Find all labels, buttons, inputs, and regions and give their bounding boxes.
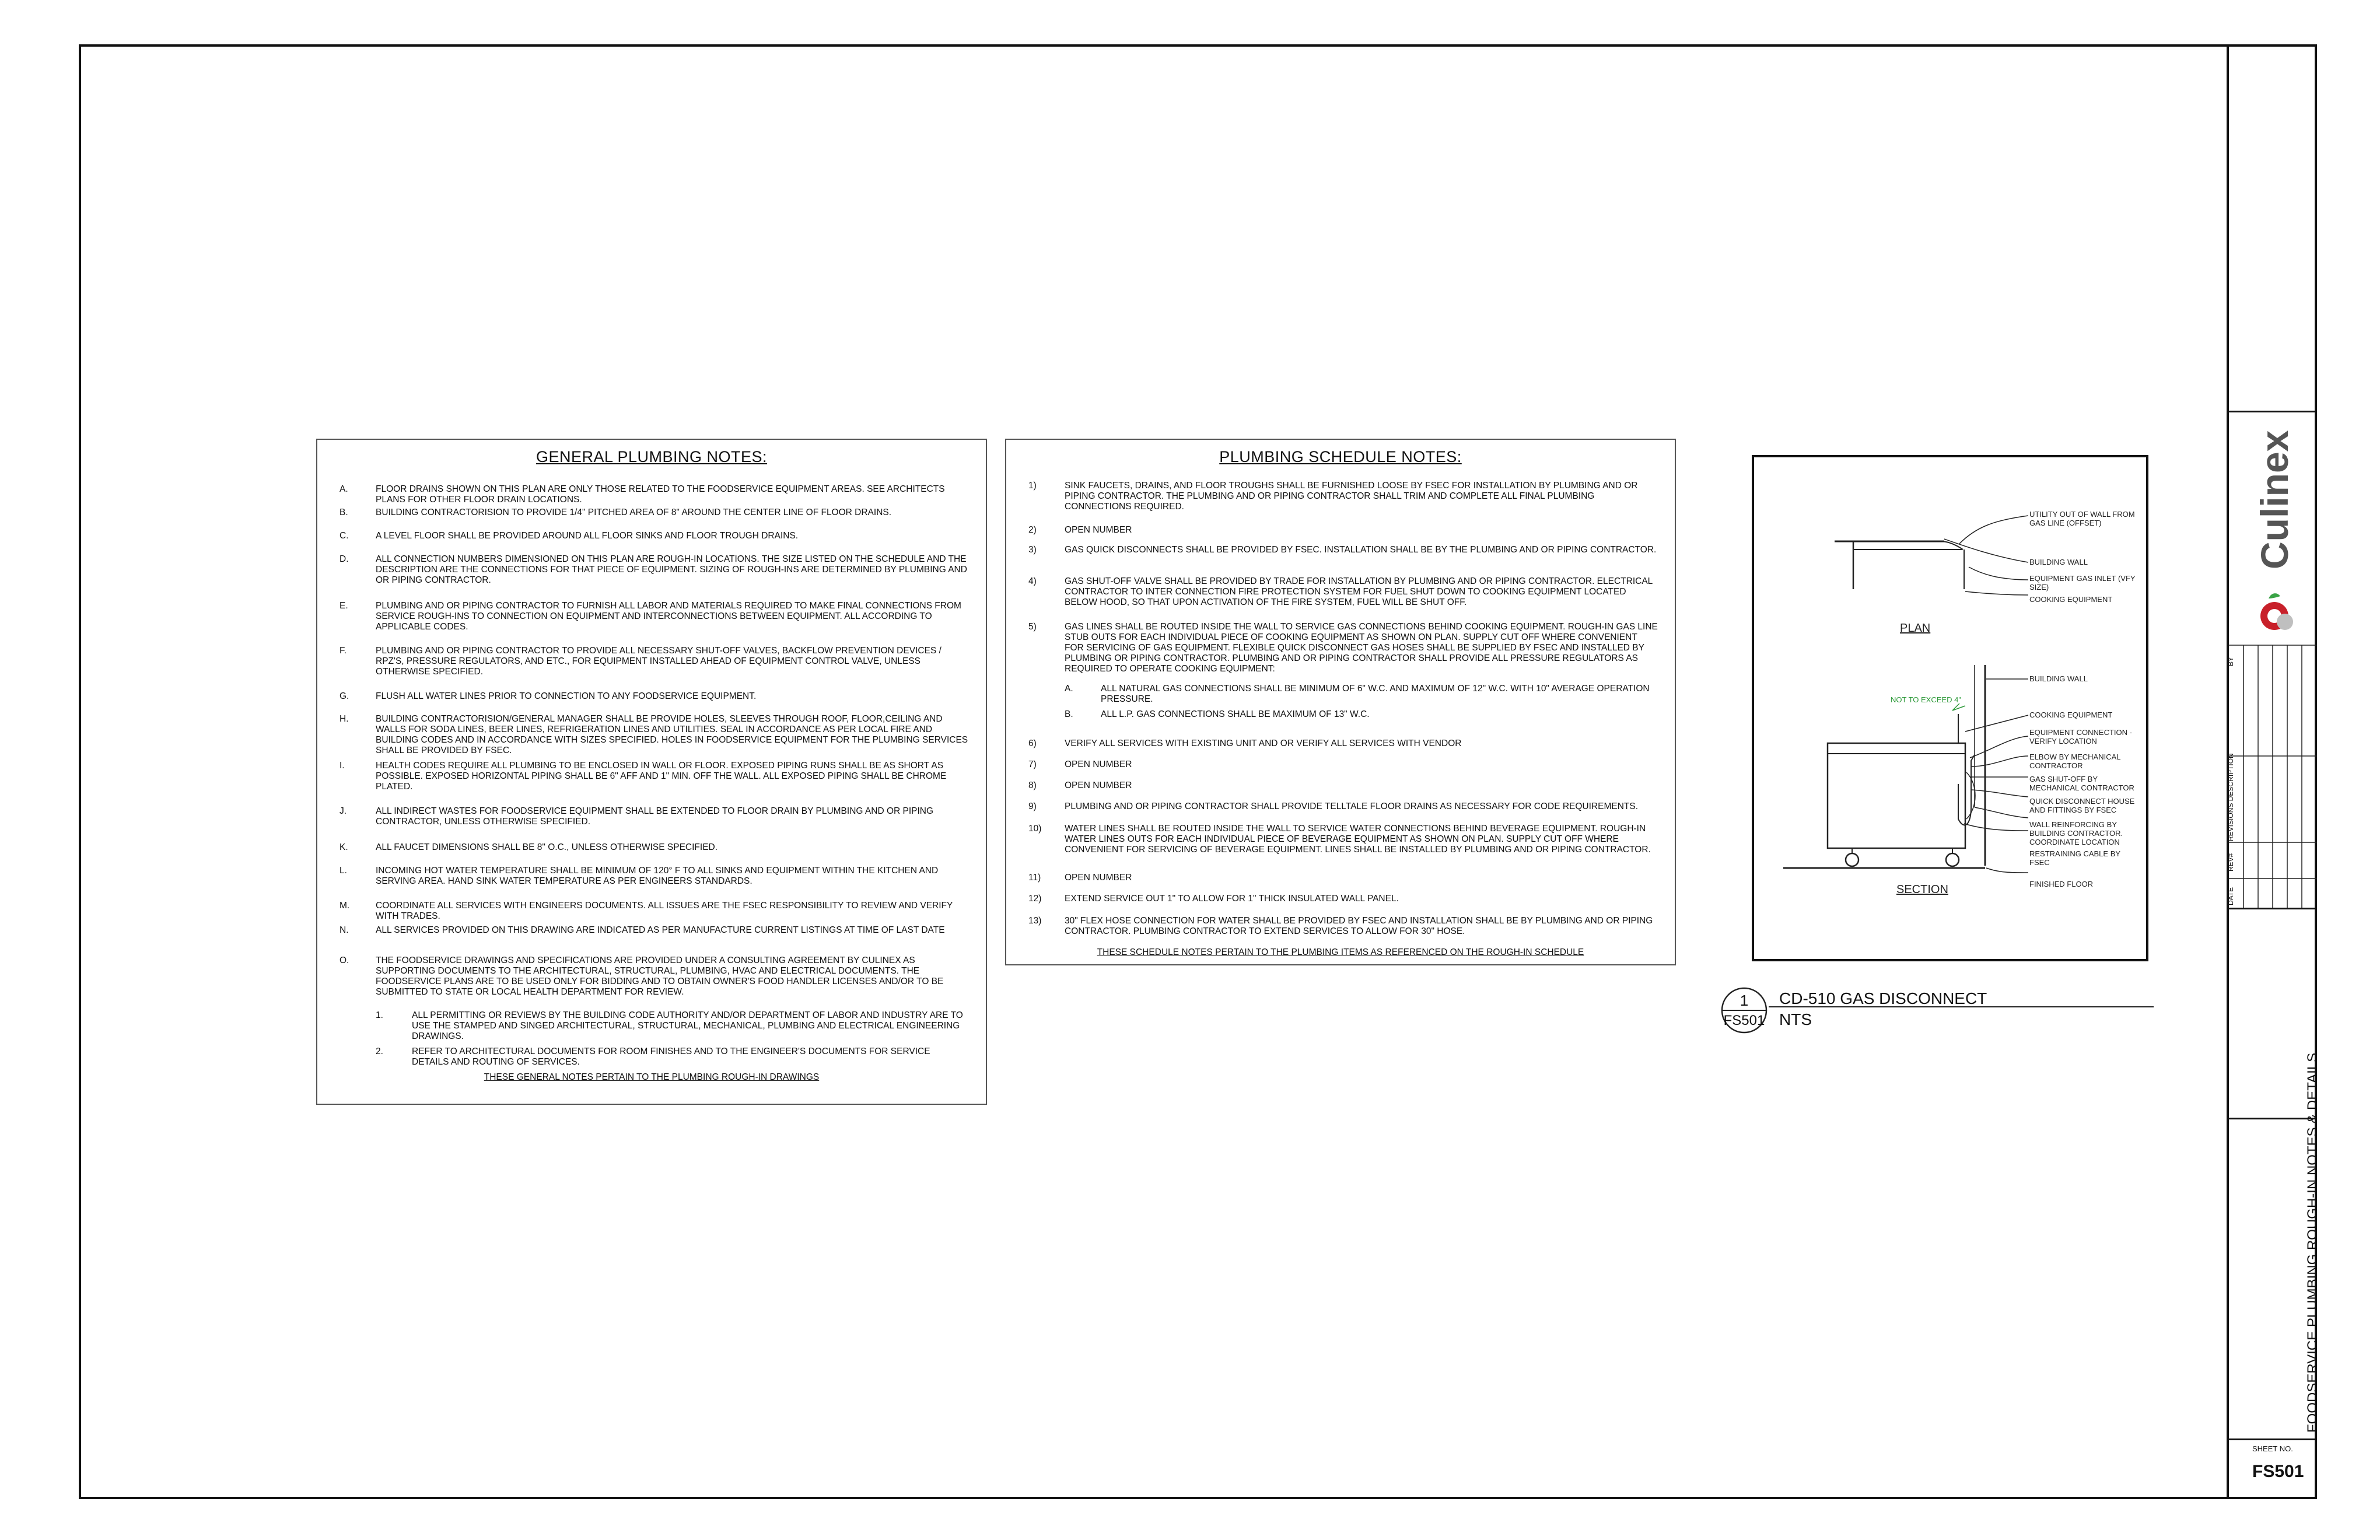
rev-header-by: BY: [2227, 656, 2235, 666]
plan-label-gas-inlet: EQUIPMENT GAS INLET (VFY SIZE): [2029, 574, 2136, 592]
callout-sheet: FS501: [1723, 1013, 1765, 1028]
note-mark: B.: [340, 508, 348, 517]
note-mark: H.: [340, 714, 349, 724]
note-mark: 4): [1028, 576, 1037, 586]
note-text: SINK FAUCETS, DRAINS, AND FLOOR TROUGHS SHALL BE FURNISHED LOOSE BY FSEC FOR INSTALLATION BY PLUMBING AND OR PIPING CONTRACTOR. THE PLUMBING AND OR PIPING CONTRACTOR SHALL TRIM AND COMPLETE ALL FINAL PLUMBING CONNECTIONS REQUIRED.: [1065, 481, 1638, 512]
note-text: GAS LINES SHALL BE ROUTED INSIDE THE WALL TO SERVICE GAS CONNECTIONS BEHIND COOKING EQUIPMENT. ROUGH-IN GAS LINE STUB OUTS FOR EACH INDIVIDUAL PIECE OF COOKING EQUIPMENT AS SHOWN ON PLAN. SUPPLY CUT OFF WHERE CONVENIENT FOR SERVICING OF GAS EQUIPMENT. FLEXIBLE QUICK DISCONNECT GAS HOSES SHALL BE SUPPLIED BY FSEC AND INSTALLED BY PLUMBING OR PIPING CONTRACTOR. PLUMBING AND OR PIPING CONTRACTOR SHALL PROVIDE ALL PRESSURE REGULATORS AS REQUIRED TO OPERATE COOKING EQUIPMENT:: [1065, 622, 1658, 674]
note-mark: F.: [340, 646, 347, 656]
plan-gas-line: [1941, 541, 1963, 550]
note-mark: B.: [1065, 709, 1073, 719]
note-mark: 10): [1028, 824, 1042, 834]
callout-title: CD-510 GAS DISCONNECT: [1779, 989, 1987, 1007]
rev-header-rev: REV#: [2227, 853, 2235, 872]
note-text: EXTEND SERVICE OUT 1" TO ALLOW FOR 1" THICK INSULATED WALL PANEL.: [1065, 894, 1399, 904]
note-text: FLOOR DRAINS SHOWN ON THIS PLAN ARE ONLY THOSE RELATED TO THE FOODSERVICE EQUIPMENT AREAS. SEE ARCHITECTS PLANS FOR OTHER FLOOR DRAIN LOCATIONS.: [376, 484, 945, 505]
note-mark: I.: [340, 761, 345, 771]
section-label-wall-reinforcing: WALL REINFORCING BY BUILDING CONTRACTOR. COORDINATE LOCATION: [2029, 820, 2123, 846]
note-mark: 1.: [376, 1010, 383, 1020]
logo-text: Culinex: [2253, 430, 2296, 569]
note-text: PLUMBING AND OR PIPING CONTRACTOR SHALL PROVIDE TELLTALE FLOOR DRAINS AS NECESSARY FOR CODE REQUIREMENTS.: [1065, 802, 1639, 811]
note-mark: 6): [1028, 738, 1037, 748]
note-mark: N.: [340, 925, 349, 935]
note-mark: K.: [340, 842, 348, 852]
title-block: [2227, 44, 2320, 1499]
section-title: SECTION: [1896, 883, 1948, 896]
note-text: HEALTH CODES REQUIRE ALL PLUMBING TO BE ENCLOSED IN WALL OR FLOOR. EXPOSED PIPING RUNS SHALL BE AS SHORT AS POSSIBLE. EXPOSED HORIZONTAL PIPING SHALL BE 6" AFF AND 1" MIN. OFF THE WALL. ALL EXPOSED PIPING SHALL BE CHROME PLATED.: [376, 761, 947, 792]
note-text: VERIFY ALL SERVICES WITH EXISTING UNIT AND OR VERIFY ALL SERVICES WITH VENDOR: [1065, 738, 1462, 748]
section-label-finished-floor: FINISHED FLOOR: [2029, 880, 2094, 888]
plan-title: PLAN: [1900, 622, 1931, 635]
note-text: A LEVEL FLOOR SHALL BE PROVIDED AROUND ALL FLOOR SINKS AND FLOOR TROUGH DRAINS.: [376, 531, 799, 541]
note-text: BUILDING CONTRACTORISION TO PROVIDE 1/4" PITCHED AREA OF 8" AROUND THE CENTER LINE OF FLOOR DRAINS.: [376, 508, 892, 517]
detail-callout: [1715, 987, 2158, 1034]
note-text: OPEN NUMBER: [1065, 780, 1132, 790]
section-label-restraining-cable: RESTRAINING CABLE BY FSEC: [2029, 849, 2120, 867]
note-mark: O.: [340, 956, 349, 965]
note-mark: 13): [1028, 916, 1042, 926]
note-text: GAS SHUT-OFF VALVE SHALL BE PROVIDED BY TRADE FOR INSTALLATION BY PLUMBING AND OR PIPING CONTRACTOR. ELECTRICAL CONTRACTOR TO INTER CONNECTION FIRE PROTECTION SYSTEM FOR FUEL SHUT DOWN TO COOKING EQUIPMENT LOCATED BELOW HOOD, SO THAT UPON ACTIVATION OF THE FIRE SYSTEM, FUEL WILL BE SHUT OFF.: [1065, 576, 1653, 607]
note-mark: J.: [340, 806, 347, 816]
note-mark: 11): [1028, 873, 1041, 883]
note-text: INCOMING HOT WATER TEMPERATURE SHALL BE MINIMUM OF 120° F TO ALL SINKS AND EQUIPMENT WITHIN THE KITCHEN AND SERVING AREA. HAND SINK WATER TEMPERATURE AS PER ENGINEERS STANDARDS.: [376, 866, 939, 886]
plan-label-cooking-equipment: COOKING EQUIPMENT: [2029, 595, 2113, 604]
note-mark: 3): [1028, 545, 1037, 555]
plan-label-building-wall: BUILDING WALL: [2029, 558, 2088, 566]
general-notes-title: GENERAL PLUMBING NOTES:: [536, 448, 768, 466]
note-text: OPEN NUMBER: [1065, 873, 1132, 883]
note-mark: C.: [340, 531, 349, 541]
note-mark: 12): [1028, 894, 1042, 904]
note-mark: 2.: [376, 1046, 383, 1056]
note-text: BUILDING CONTRACTORISION/GENERAL MANAGER SHALL BE PROVIDE HOLES, SLEEVES THROUGH ROOF, FLOOR,CEILING AND WALLS FOR SODA LINES, BEER LINES, REFRIGERATION LINES AND UTILITIES. SEAL IN ACCORDANCE AS PER LOCAL FIRE AND BUILDING CODES AND IN ACCORDANCE WITH SIZES SPECIFIED. HOLES IN FOODSERVICE EQUIPMENT FOR THE PLUMBING SERVICES SHALL BE PROVIDED BY FSEC.: [376, 714, 968, 755]
note-text: 30" FLEX HOSE CONNECTION FOR WATER SHALL BE PROVIDED BY FSEC AND INSTALLATION SHALL BE BY PLUMBING AND OR PIPING CONTRACTOR. PLUMBING CONTRACTOR TO EXTEND SERVICES TO ALLOW FOR 30" HOSE.: [1065, 916, 1653, 936]
note-text: FLUSH ALL WATER LINES PRIOR TO CONNECTION TO ANY FOODSERVICE EQUIPMENT.: [376, 691, 757, 701]
note-text: ALL SERVICES PROVIDED ON THIS DRAWING ARE INDICATED AS PER MANUFACTURE CURRENT LISTINGS AT TIME OF LAST DATE: [376, 925, 945, 935]
note-mark: 8): [1028, 780, 1037, 790]
sheet-title: FOODSERVICE PLUMBING ROUGH-IN NOTES & DETAILS: [2305, 1052, 2320, 1433]
section-cooking-equipment: [1828, 743, 1965, 848]
note-text: OPEN NUMBER: [1065, 760, 1132, 769]
note-mark: G.: [340, 691, 349, 701]
note-mark: D.: [340, 554, 349, 564]
schedule-notes-panel: [1005, 439, 1676, 965]
note-text: ALL INDIRECT WASTES FOR FOODSERVICE EQUIPMENT SHALL BE EXTENDED TO FLOOR DRAIN BY PLUMBING AND OR PIPING CONTRACTOR, UNLESS OTHERWISE SPECIFIED.: [376, 806, 934, 827]
note-text: GAS QUICK DISCONNECTS SHALL BE PROVIDED BY FSEC. INSTALLATION SHALL BE BY THE PLUMBING AND OR PIPING CONTRACTOR.: [1065, 545, 1657, 555]
callout-number: 1: [1740, 992, 1749, 1009]
gas-disconnect-detail: [1752, 455, 2148, 961]
note-text: ALL PERMITTING OR REVIEWS BY THE BUILDING CODE AUTHORITY AND/OR DEPARTMENT OF LABOR AND INDUSTRY ARE TO USE THE STAMPED AND SINGED ARCHITECTURAL, STRUCTURAL, MECHANICAL, PLUMBING AND ELECTRICAL ENGINEERING DRAWINGS.: [412, 1010, 963, 1041]
rev-header-description: REVISIONS DESCRIPTION: [2227, 753, 2235, 841]
note-text: COORDINATE ALL SERVICES WITH ENGINEERS DOCUMENTS. ALL ISSUES ARE THE FSEC RESPONSIBILITY TO REVIEW AND VERIFY WITH TRADES.: [376, 901, 953, 921]
general-notes-panel: [316, 439, 987, 1105]
sheet-no: FS501: [2252, 1462, 2304, 1481]
section-label-not-exceed: NOT TO EXCEED 4": [1891, 695, 1961, 704]
note-mark: E.: [340, 601, 348, 611]
note-text: PLUMBING AND OR PIPING CONTRACTOR TO PROVIDE ALL NECESSARY SHUT-OFF VALVES, BACKFLOW PREVENTION DEVICES / RPZ'S, PRESSURE REGULATORS, AND ETC., FOR EQUIPMENT INSTALLED AHEAD OF EQUIPMENT CONTROL VALVE, UNLESS OTHERWISE SPECIFIED.: [376, 646, 942, 677]
note-text: REFER TO ARCHITECTURAL DOCUMENTS FOR ROOM FINISHES AND TO THE ENGINEER'S DOCUMENTS FOR SERVICE DETAILS AND ROUTING OF SERVICES.: [412, 1046, 930, 1067]
callout-scale: NTS: [1779, 1010, 1812, 1028]
note-mark: A.: [1065, 684, 1073, 694]
section-label-shut-off: GAS SHUT-OFF BY MECHANICAL CONTRACTOR: [2029, 775, 2134, 792]
note-mark: M.: [340, 901, 350, 911]
note-text: ALL L.P. GAS CONNECTIONS SHALL BE MAXIMUM OF 13" W.C.: [1101, 709, 1370, 719]
schedule-notes-title: PLUMBING SCHEDULE NOTES:: [1219, 448, 1462, 466]
plan-label-utility: UTILITY OUT OF WALL FROM GAS LINE (OFFSET): [2029, 510, 2135, 527]
note-text: THE FOODSERVICE DRAWINGS AND SPECIFICATIONS ARE PROVIDED UNDER A CONSULTING AGREEMENT BY CULINEX AS SUPPORTING DOCUMENTS TO THE ARCHITECTURAL, STRUCTURAL, PLUMBING, HVAC AND ELECTRICAL DOCUMENTS. THE FOODSERVICE PLANS ARE TO BE USED ONLY FOR BIDDING AND TO OBTAIN OWNER'S FOOD HANDLER LICENSES AND/OR TO BE SUBMITTED TO STATE OR LOCAL HEALTH DEPARTMENT FOR REVIEW.: [376, 956, 944, 997]
section-label-building-wall: BUILDING WALL: [2029, 674, 2088, 683]
note-mark: A.: [340, 484, 348, 494]
section-label-equipment-connection: EQUIPMENT CONNECTION - VERIFY LOCATION: [2029, 728, 2132, 746]
note-text: OPEN NUMBER: [1065, 525, 1132, 535]
note-text: ALL NATURAL GAS CONNECTIONS SHALL BE MINIMUM OF 6" W.C. AND MAXIMUM OF 12" W.C. WITH 10" AVERAGE OPERATION PRESSURE.: [1101, 684, 1650, 704]
note-mark: 9): [1028, 802, 1037, 811]
note-mark: 1): [1028, 481, 1037, 491]
section-label-elbow: ELBOW BY MECHANICAL CONTRACTOR: [2029, 752, 2121, 770]
note-text: ALL FAUCET DIMENSIONS SHALL BE 8" O.C., UNLESS OTHERWISE SPECIFIED.: [376, 842, 718, 852]
note-mark: 5): [1028, 622, 1037, 632]
general-notes-footer: THESE GENERAL NOTES PERTAIN TO THE PLUMBING ROUGH-IN DRAWINGS: [484, 1072, 820, 1082]
revisions-table: [2229, 411, 2317, 908]
rev-header-date: DATE: [2227, 887, 2235, 905]
note-text: WATER LINES SHALL BE ROUTED INSIDE THE WALL TO SERVICE WATER CONNECTIONS BEHIND BEVERAGE EQUIPMENT. ROUGH-IN WATER LINES OUTS FOR EACH INDIVIDUAL PIECE OF BEVERAGE EQUIPMENT AS SHOWN ON PLAN. SUPPLY CUT OFF WHERE CONVENIENT FOR SERVICING OF BEVERAGE EQUIPMENT. LINES SHALL BE INSTALLED BY PLUMBING AND OR PIPING CONTRACTOR.: [1065, 824, 1651, 855]
note-mark: L.: [340, 866, 347, 876]
section-label-quick-disconnect: QUICK DISCONNECT HOUSE AND FITTINGS BY FSEC: [2029, 797, 2135, 814]
schedule-notes-footer: THESE SCHEDULE NOTES PERTAIN TO THE PLUMBING ITEMS AS REFERENCED ON THE ROUGH-IN SCHEDULE: [1097, 947, 1584, 957]
note-text: ALL CONNECTION NUMBERS DIMENSIONED ON THIS PLAN ARE ROUGH-IN LOCATIONS. THE SIZE LISTED ON THE SCHEDULE AND THE DESCRIPTION ARE THE CONNECTIONS FOR THAT PIECE OF EQUIPMENT. SIZING OF ROUGH-INS ARE DETERMINED BY PLUMBING AND OR PIPING CONTRACTOR.: [376, 554, 967, 585]
note-mark: 2): [1028, 525, 1037, 535]
note-text: PLUMBING AND OR PIPING CONTRACTOR TO FURNISH ALL LABOR AND MATERIALS REQUIRED TO MAKE FINAL CONNECTIONS FROM SERVICE ROUGH-INS TO CONNECTION ON EQUIPMENT AND INTERCONNECTIONS BETWEEN EQUIPMENT. ALL ACCORDING TO APPLICABLE CODES.: [376, 601, 961, 632]
section-label-cooking-equipment: COOKING EQUIPMENT: [2029, 710, 2113, 719]
sheet-no-label: SHEET NO.: [2252, 1444, 2293, 1453]
note-mark: 7): [1028, 760, 1037, 769]
